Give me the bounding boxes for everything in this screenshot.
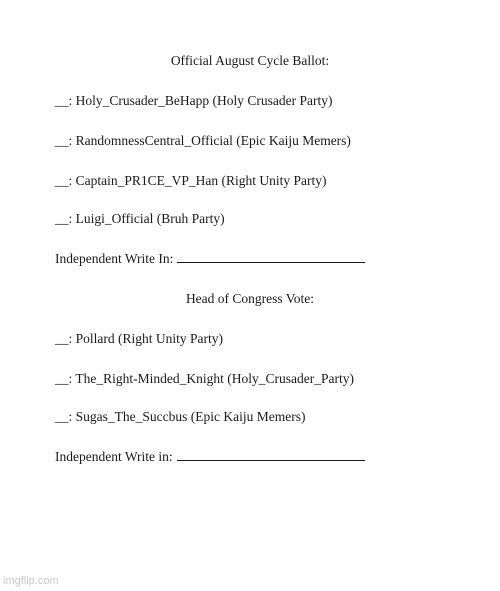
ballot-title: Official August Cycle Ballot: [170, 53, 330, 68]
congress-candidate-line: __: The_Right-Minded_Knight (Holy_Crusader_Party) [55, 371, 354, 386]
congress-write-in [55, 449, 365, 465]
congress-candidate-line: __: Pollard (Right Unity Party) [55, 331, 223, 346]
write-in-blank [177, 261, 365, 263]
ballot-candidate-line: __: Captain_PR1CE_VP_Han (Right Unity Party) [55, 173, 327, 188]
ballot-write-in [55, 251, 365, 267]
write-in-label: Independent Write In: [55, 251, 174, 266]
congress-candidate-line: __: Sugas_The_Succbus (Epic Kaiju Memers) [55, 409, 306, 424]
congress-title: Head of Congress Vote: [185, 291, 315, 306]
write-in-label: Independent Write in: [55, 449, 173, 464]
ballot-candidate-line: __: Luigi_Official (Bruh Party) [55, 211, 225, 226]
ballot-candidate-line: __: Holy_Crusader_BeHapp (Holy Crusader Party) [55, 93, 333, 108]
write-in-blank [177, 459, 365, 461]
imgflip-watermark: imgflip.com [3, 575, 59, 587]
ballot-candidate-line: __: RandomnessCentral_Official (Epic Kaiju Memers) [55, 133, 351, 148]
